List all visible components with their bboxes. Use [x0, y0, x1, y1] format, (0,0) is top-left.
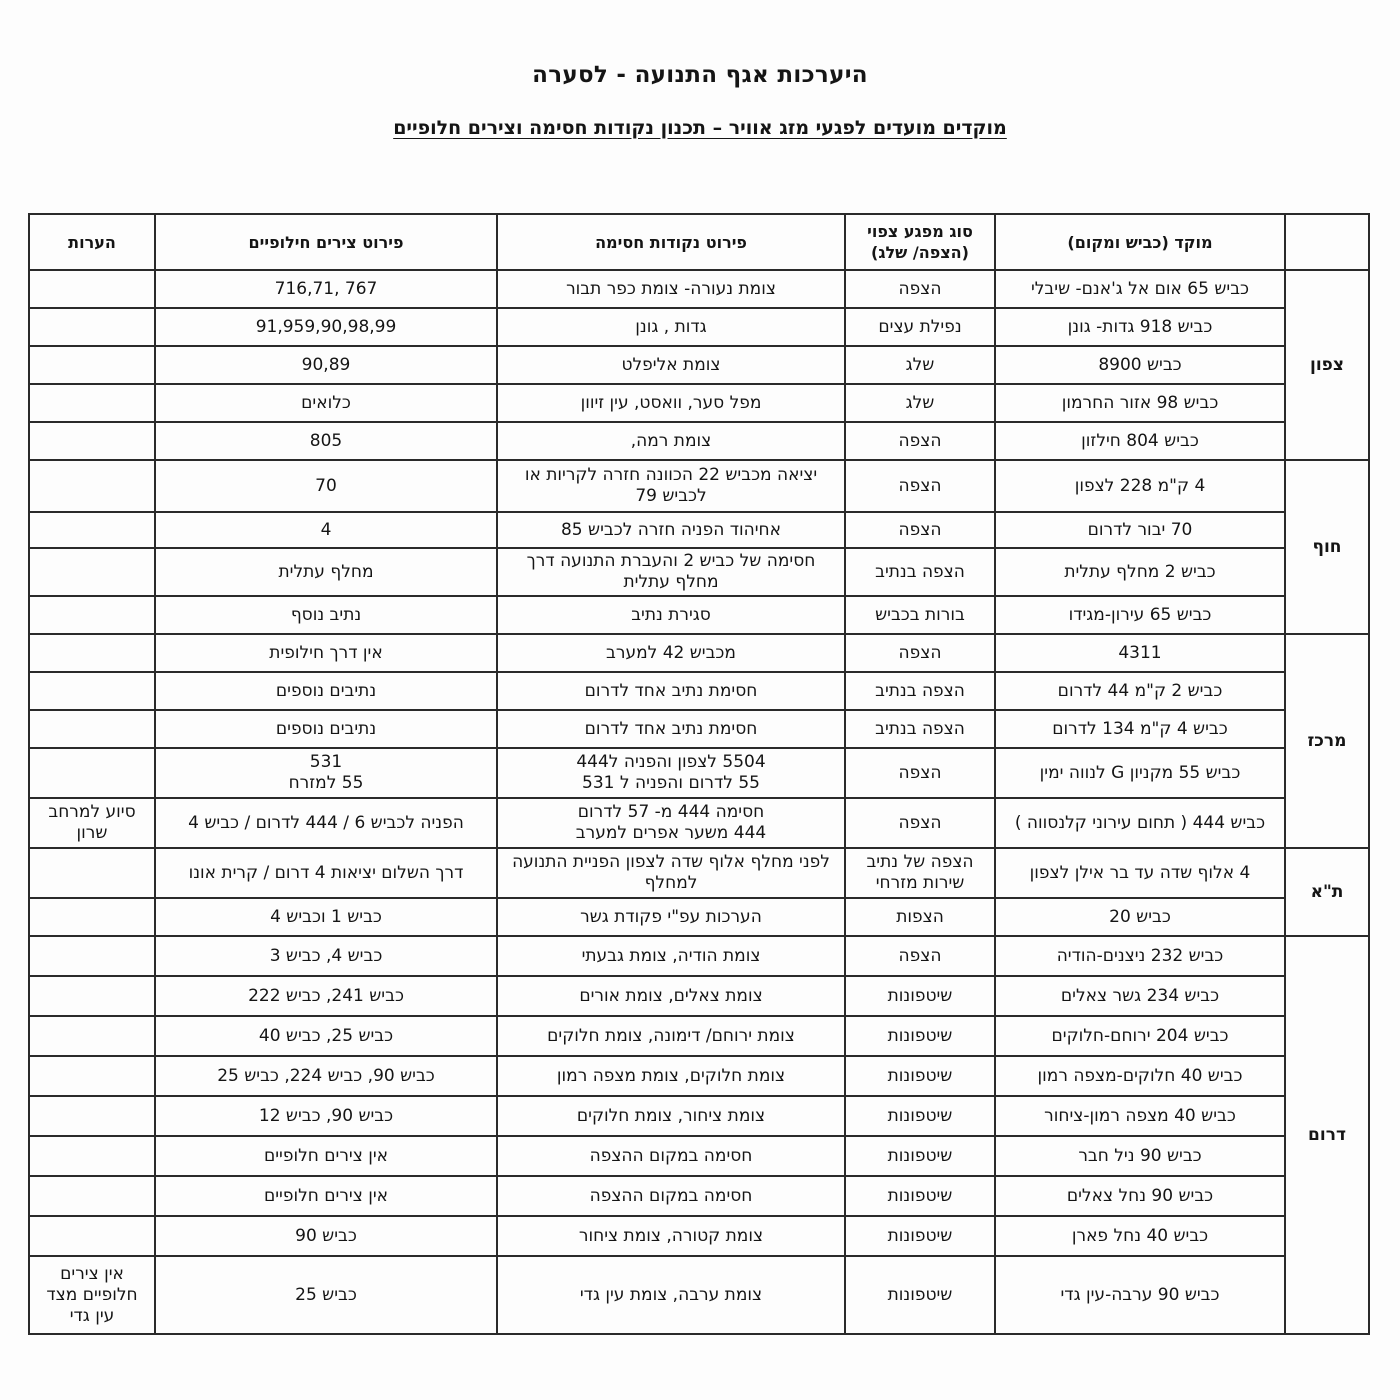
alternate-cell: 805	[155, 422, 497, 460]
table-row	[29, 936, 1369, 976]
notes-cell	[29, 672, 155, 710]
alternate-cell: אין דרך חילופית	[155, 634, 497, 672]
hazard-cell: הצפה בנתיב	[845, 672, 995, 710]
alternate-cell: כלואים	[155, 384, 497, 422]
hazard-cell: שיטפונות	[845, 1216, 995, 1256]
closure-cell: יציאה מכביש 22 הכוונה חזרה לקריות או לכביש 79	[497, 460, 845, 512]
closure-cell: סגירת נתיב	[497, 596, 845, 634]
alternate-cell: מחלף עתלית	[155, 548, 497, 596]
alternate-cell: כביש 90	[155, 1216, 497, 1256]
table-row	[29, 634, 1369, 672]
hazard-cell: שיטפונות	[845, 1096, 995, 1136]
table-row	[29, 346, 1369, 384]
closure-cell: צומת קטורה, צומת ציחור	[497, 1216, 845, 1256]
region-cell: צפון	[1285, 270, 1369, 460]
notes-cell	[29, 848, 155, 898]
alternate-cell: 70	[155, 460, 497, 512]
closure-cell: חסימת נתיב אחד לדרום	[497, 710, 845, 748]
location-cell: כביש 2 מחלף עתלית	[995, 548, 1285, 596]
hazard-cell: הצפה	[845, 634, 995, 672]
header-alternate: פירוט צירים חילופיים	[155, 214, 497, 270]
location-cell: כביש 234 גשר צאלים	[995, 976, 1285, 1016]
closure-cell: אחיהוד הפניה חזרה לכביש 85	[497, 512, 845, 548]
table-row	[29, 748, 1369, 798]
notes-cell: אין צירים חלופיים מצד עין גדי	[29, 1256, 155, 1334]
closure-cell: חסימה 444 מ- 57 לדרום 444 משער אפרים למערב	[497, 798, 845, 848]
notes-cell: סיוע למרחב שרון	[29, 798, 155, 848]
closure-cell: 5504 לצפון והפניה ל444 55 לדרום והפניה ל 531	[497, 748, 845, 798]
location-cell: כביש 40 מצפה רמון-ציחור	[995, 1096, 1285, 1136]
table-row	[29, 1176, 1369, 1216]
notes-cell	[29, 422, 155, 460]
alternate-cell: 767 ,716,71	[155, 270, 497, 308]
notes-cell	[29, 936, 155, 976]
closure-cell: מפל סער, וואסט, עין זיוון	[497, 384, 845, 422]
location-cell: כביש 40 חלוקים-מצפה רמון	[995, 1056, 1285, 1096]
alternate-cell: 90,89	[155, 346, 497, 384]
notes-cell	[29, 634, 155, 672]
location-cell: כביש 98 אזור החרמון	[995, 384, 1285, 422]
closure-cell: צומת אליפלט	[497, 346, 845, 384]
location-cell: כביש 204 ירוחם-חלוקים	[995, 1016, 1285, 1056]
region-cell: דרום	[1285, 936, 1369, 1334]
traffic-plan-table	[28, 213, 1370, 1335]
document-subtitle	[0, 117, 1400, 139]
alternate-cell: 531 55 למזרח	[155, 748, 497, 798]
hazard-cell: שיטפונות	[845, 1056, 995, 1096]
table-row	[29, 976, 1369, 1016]
location-cell: כביש 40 נחל פארן	[995, 1216, 1285, 1256]
closure-cell: גדות , גונן	[497, 308, 845, 346]
table-body	[29, 270, 1369, 1334]
hazard-cell: הצפות	[845, 898, 995, 936]
alternate-cell: כביש 25, כביש 40	[155, 1016, 497, 1056]
notes-cell	[29, 748, 155, 798]
notes-cell	[29, 270, 155, 308]
alternate-cell: דרך השלום יציאות 4 דרום / קרית אונו	[155, 848, 497, 898]
table-row	[29, 1096, 1369, 1136]
closure-cell: צומת צאלים, צומת אורים	[497, 976, 845, 1016]
closure-cell: חסימה של כביש 2 והעברת התנועה דרך מחלף עתלית	[497, 548, 845, 596]
closure-cell: לפני מחלף אלוף שדה לצפון הפניית התנועה למחלף	[497, 848, 845, 898]
closure-cell: צומת ירוחם/ דימונה, צומת חלוקים	[497, 1016, 845, 1056]
alternate-cell: אין צירים חלופיים	[155, 1176, 497, 1216]
alternate-cell: כביש 1 וכביש 4	[155, 898, 497, 936]
table-row	[29, 1256, 1369, 1334]
table-row	[29, 384, 1369, 422]
table-row	[29, 898, 1369, 936]
hazard-cell: שלג	[845, 346, 995, 384]
hazard-cell: שיטפונות	[845, 1256, 995, 1334]
notes-cell	[29, 308, 155, 346]
closure-cell: הערכות עפ"י פקודת גשר	[497, 898, 845, 936]
table-row	[29, 710, 1369, 748]
notes-cell	[29, 384, 155, 422]
table-row	[29, 270, 1369, 308]
location-cell: 4 ק"מ 228 לצפון	[995, 460, 1285, 512]
closure-cell: מכביש 42 למערב	[497, 634, 845, 672]
alternate-cell: נתיב נוסף	[155, 596, 497, 634]
location-cell: כביש 90 ניל חבר	[995, 1136, 1285, 1176]
document-subtitle-text: מוקדים מועדים לפגעי מזג אוויר – תכנון נקודות חסימה וצירים חלופיים	[393, 117, 1007, 139]
alternate-cell: הפניה לכביש 6 / 444 לדרום / כביש 4	[155, 798, 497, 848]
alternate-cell: אין צירים חלופיים	[155, 1136, 497, 1176]
hazard-cell: הצפה	[845, 936, 995, 976]
notes-cell	[29, 460, 155, 512]
table-header-row	[29, 214, 1369, 270]
hazard-cell: הצפה בנתיב	[845, 548, 995, 596]
location-cell: כביש 65 אום אל ג'אנם- שיבלי	[995, 270, 1285, 308]
table-row	[29, 1136, 1369, 1176]
header-hazard: סוג מפגע צפוי (הצפה/ שלג)	[845, 214, 995, 270]
notes-cell	[29, 710, 155, 748]
notes-cell	[29, 1136, 155, 1176]
hazard-cell: שיטפונות	[845, 1176, 995, 1216]
notes-cell	[29, 596, 155, 634]
alternate-cell: כביש 90, כביש 12	[155, 1096, 497, 1136]
notes-cell	[29, 1176, 155, 1216]
alternate-cell: כביש 90, כביש 224, כביש 25	[155, 1056, 497, 1096]
table-row	[29, 848, 1369, 898]
table-row	[29, 1056, 1369, 1096]
closure-cell: צומת חלוקים, צומת מצפה רמון	[497, 1056, 845, 1096]
location-cell: כביש 8900	[995, 346, 1285, 384]
alternate-cell: 91,959,90,98,99	[155, 308, 497, 346]
hazard-cell: הצפה	[845, 270, 995, 308]
alternate-cell: כביש 25	[155, 1256, 497, 1334]
hazard-cell: נפילת עצים	[845, 308, 995, 346]
location-cell: כביש 20	[995, 898, 1285, 936]
hazard-cell: הצפה	[845, 798, 995, 848]
alternate-cell: 4	[155, 512, 497, 548]
header-closure: פירוט נקודות חסימה	[497, 214, 845, 270]
location-cell: כביש 232 ניצנים-הודיה	[995, 936, 1285, 976]
alternate-cell: כביש 4, כביש 3	[155, 936, 497, 976]
notes-cell	[29, 1096, 155, 1136]
notes-cell	[29, 1016, 155, 1056]
table-row	[29, 672, 1369, 710]
closure-cell: חסימת נתיב אחד לדרום	[497, 672, 845, 710]
table-row	[29, 512, 1369, 548]
location-cell: כביש 65 עירון-מגידו	[995, 596, 1285, 634]
table-row	[29, 596, 1369, 634]
alternate-cell: נתיבים נוספים	[155, 710, 497, 748]
table-row	[29, 308, 1369, 346]
hazard-cell: הצפה	[845, 748, 995, 798]
table-row	[29, 1016, 1369, 1056]
table-row	[29, 1216, 1369, 1256]
location-cell: 70 יבור לדרום	[995, 512, 1285, 548]
notes-cell	[29, 548, 155, 596]
alternate-cell: כביש 241, כביש 222	[155, 976, 497, 1016]
header-location: מוקד (כביש ומקום)	[995, 214, 1285, 270]
location-cell: 4 אלוף שדה עד בר אילן לצפון	[995, 848, 1285, 898]
location-cell: כביש 90 ערבה-עין גדי	[995, 1256, 1285, 1334]
location-cell: 4311	[995, 634, 1285, 672]
region-cell: חוף	[1285, 460, 1369, 634]
region-cell: ת"א	[1285, 848, 1369, 936]
header-region	[1285, 214, 1369, 270]
table-row	[29, 548, 1369, 596]
hazard-cell: שיטפונות	[845, 976, 995, 1016]
closure-cell: חסימה במקום ההצפה	[497, 1136, 845, 1176]
hazard-cell: שלג	[845, 384, 995, 422]
location-cell: כביש 4 ק"מ 134 לדרום	[995, 710, 1285, 748]
closure-cell: צומת ציחור, צומת חלוקים	[497, 1096, 845, 1136]
hazard-cell: הצפה בנתיב	[845, 710, 995, 748]
alternate-cell: נתיבים נוספים	[155, 672, 497, 710]
notes-cell	[29, 1056, 155, 1096]
location-cell: כביש 90 נחל צאלים	[995, 1176, 1285, 1216]
document-title: היערכות אגף התנועה - לסערה	[532, 62, 868, 88]
hazard-cell: הצפה	[845, 460, 995, 512]
notes-cell	[29, 898, 155, 936]
notes-cell	[29, 512, 155, 548]
closure-cell: חסימה במקום ההצפה	[497, 1176, 845, 1216]
hazard-cell: שיטפונות	[845, 1016, 995, 1056]
closure-cell: צומת הודיה, צומת גבעתי	[497, 936, 845, 976]
location-cell: כביש 804 חילזון	[995, 422, 1285, 460]
table-row	[29, 460, 1369, 512]
notes-cell	[29, 976, 155, 1016]
table-row	[29, 422, 1369, 460]
closure-cell: צומת רמה,	[497, 422, 845, 460]
hazard-cell: הצפה	[845, 512, 995, 548]
location-cell: כביש 918 גדות- גונן	[995, 308, 1285, 346]
hazard-cell: בורות בכביש	[845, 596, 995, 634]
closure-cell: צומת נעורה- צומת כפר תבור	[497, 270, 845, 308]
hazard-cell: הצפה של נתיב שירות מזרחי	[845, 848, 995, 898]
location-cell: כביש 2 ק"מ 44 לדרום	[995, 672, 1285, 710]
hazard-cell: הצפה	[845, 422, 995, 460]
table-row	[29, 798, 1369, 848]
notes-cell	[29, 346, 155, 384]
hazard-cell: שיטפונות	[845, 1136, 995, 1176]
closure-cell: צומת ערבה, צומת עין גדי	[497, 1256, 845, 1334]
region-cell: מרכז	[1285, 634, 1369, 848]
header-notes: הערות	[29, 214, 155, 270]
notes-cell	[29, 1216, 155, 1256]
location-cell: כביש 444 ( תחום עירוני קלנסווה )	[995, 798, 1285, 848]
location-cell: כביש 55 מקניון G לנווה ימין	[995, 748, 1285, 798]
